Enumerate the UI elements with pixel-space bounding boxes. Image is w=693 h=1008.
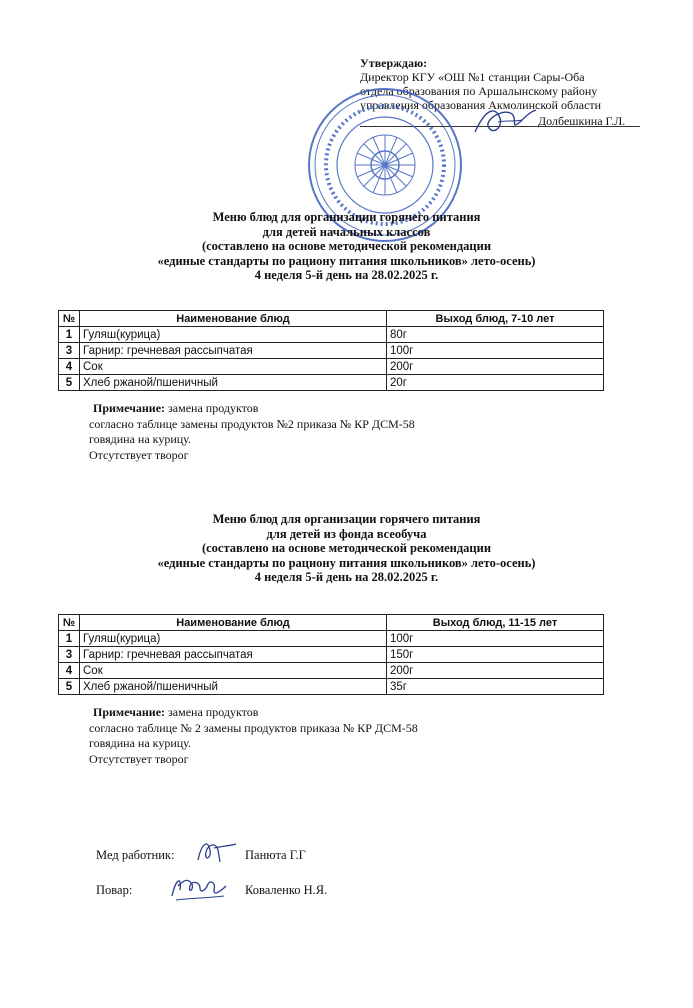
row-dish: Сок	[80, 359, 387, 375]
row-dish: Сок	[80, 663, 387, 679]
row-dish: Гуляш(курица)	[80, 327, 387, 343]
menu-1-title	[0, 210, 693, 283]
approval-line-3: управления образования Акмолинской области	[360, 98, 602, 112]
menu-2-title-line-2: для детей из фонда всеобуча	[266, 526, 427, 541]
row-output: 20г	[387, 375, 604, 391]
menu-1-title-line-2: для детей начальных классов	[262, 224, 431, 239]
col-header-name: Наименование блюд	[80, 311, 387, 327]
note-line-4: Отсутствует творог	[89, 751, 189, 766]
row-num: 5	[59, 375, 80, 391]
note-line-2: согласно таблице № 2 замены продуктов приказа № КР ДСМ-58	[89, 720, 418, 735]
row-num: 4	[59, 663, 80, 679]
approval-line-1: Директор КГУ «ОШ №1 станции Сары-Оба	[360, 70, 585, 84]
row-dish: Гуляш(курица)	[80, 631, 387, 647]
menu-1-title-line-3: (составлено на основе методической рекомендации	[201, 239, 492, 253]
menu-1-title-line-1: Меню блюд для организации горячего питания	[212, 210, 481, 224]
menu-2-title-line-4: «единые стандарты по рациону питания школьников» лето-осень)	[157, 555, 536, 570]
table-header-row	[59, 615, 604, 631]
med-worker-name: Панюта Г.Г	[245, 848, 306, 862]
row-num: 1	[59, 631, 80, 647]
table-row	[59, 663, 604, 679]
col-header-output: Выход блюд, 11-15 лет	[387, 615, 604, 631]
cook-name: Коваленко Н.Я.	[245, 883, 328, 897]
note-label-rest: замена продуктов	[168, 705, 259, 719]
med-worker-signature	[192, 836, 242, 866]
menu-2-title-line-1: Меню блюд для организации горячего питания	[212, 512, 481, 526]
menu-1-table	[58, 310, 604, 391]
row-dish: Хлеб ржаной/пшеничный	[80, 375, 387, 391]
row-dish: Хлеб ржаной/пшеничный	[80, 679, 387, 695]
note-label: Примечание:	[93, 705, 166, 719]
cook-signature	[168, 868, 232, 906]
col-header-output: Выход блюд, 7-10 лет	[387, 311, 604, 327]
med-worker-label: Мед работник:	[96, 848, 175, 862]
table-row	[59, 679, 604, 695]
note-line-3: говядина на курицу.	[89, 736, 191, 750]
menu-1-title-line-5: 4 неделя 5-й день на 28.02.2025 г.	[254, 268, 439, 282]
row-num: 5	[59, 679, 80, 695]
approval-signer: Долбешкина Г.Л.	[538, 114, 626, 128]
menu-2-table	[58, 614, 604, 695]
row-output: 200г	[387, 359, 604, 375]
note-line-4: Отсутствует творог	[89, 447, 189, 462]
approval-heading: Утверждаю:	[360, 56, 428, 70]
table-row	[59, 359, 604, 375]
row-output: 100г	[387, 631, 604, 647]
row-output: 80г	[387, 327, 604, 343]
row-output: 35г	[387, 679, 604, 695]
row-num: 1	[59, 327, 80, 343]
row-dish: Гарнир: гречневая рассыпчатая	[80, 343, 387, 359]
menu-2-title-line-3: (составлено на основе методической рекомендации	[201, 541, 492, 555]
table-row	[59, 631, 604, 647]
table-row	[59, 375, 604, 391]
note-line-3: говядина на курицу.	[89, 432, 191, 446]
table-row	[59, 647, 604, 663]
note-label: Примечание:	[93, 401, 166, 415]
note-line-2: согласно таблице замены продуктов №2 приказа № КР ДСМ-58	[89, 416, 415, 431]
row-dish: Гарнир: гречневая рассыпчатая	[80, 647, 387, 663]
table-header-row	[59, 311, 604, 327]
col-header-num: №	[59, 615, 80, 631]
row-num: 3	[59, 647, 80, 663]
row-output: 150г	[387, 647, 604, 663]
menu-2-note	[89, 705, 418, 767]
row-output: 100г	[387, 343, 604, 359]
col-header-name: Наименование блюд	[80, 615, 387, 631]
menu-2-title	[0, 512, 693, 585]
approval-line-2: отдела образования по Аршалынскому району	[360, 84, 598, 98]
menu-1-title-line-4: «единые стандарты по рациону питания школьников» лето-осень)	[157, 253, 536, 268]
menu-1-note	[89, 401, 415, 463]
cook-label: Повар:	[96, 883, 133, 897]
director-signature	[470, 100, 540, 140]
col-header-num: №	[59, 311, 80, 327]
row-num: 3	[59, 343, 80, 359]
row-num: 4	[59, 359, 80, 375]
note-label-rest: замена продуктов	[168, 401, 259, 415]
row-output: 200г	[387, 663, 604, 679]
table-row	[59, 327, 604, 343]
table-row	[59, 343, 604, 359]
menu-2-title-line-5: 4 неделя 5-й день на 28.02.2025 г.	[254, 570, 439, 584]
